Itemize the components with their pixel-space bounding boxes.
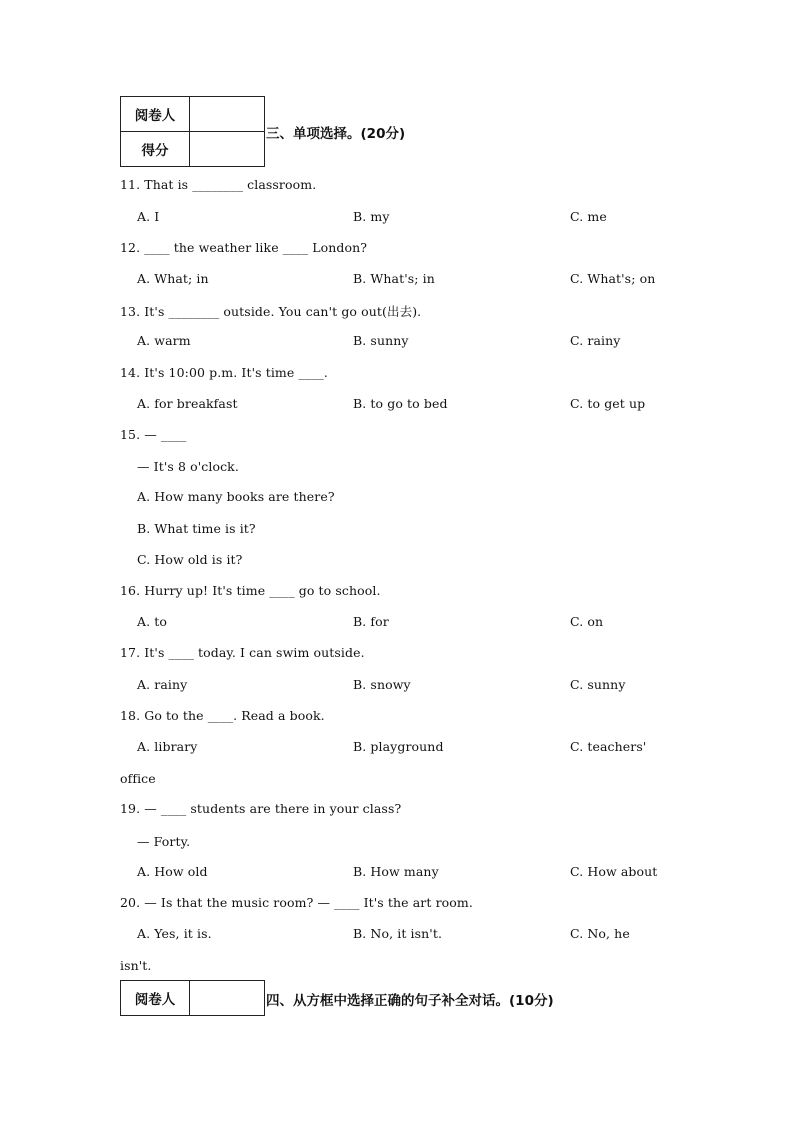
q20-option-c-continuation: isn't. — [120, 958, 152, 973]
q16-option-a: A. to — [137, 614, 168, 629]
question-13: 13. It's ________ outside. You can't go out(出去). — [120, 304, 422, 319]
q19-option-a: A. How old — [137, 864, 208, 879]
q15-option-c: C. How old is it? — [137, 552, 243, 567]
question-15: 15. — ____ — [120, 427, 187, 442]
q18-option-b: B. playground — [353, 739, 444, 754]
q14-option-c: C. to get up — [570, 396, 646, 411]
q20-option-c: C. No, he — [570, 926, 630, 941]
q11-option-b: B. my — [353, 209, 390, 224]
section3-title: 三、单项选择。(20分) — [266, 126, 406, 142]
question-19: 19. — ____ students are there in your class? — [120, 801, 402, 816]
q13-option-b: B. sunny — [353, 333, 409, 348]
q18-option-c: C. teachers' — [570, 739, 647, 754]
q12-option-b: B. What's; in — [353, 271, 435, 286]
q16-option-b: B. for — [353, 614, 389, 629]
question-20: 20. — Is that the music room? — ____ It's the art room. — [120, 895, 473, 910]
q17-option-b: B. snowy — [353, 677, 411, 692]
reviewer-value-cell[interactable] — [190, 97, 265, 132]
grading-table-section3 — [120, 96, 265, 167]
grading-table-section4 — [120, 980, 265, 1016]
q14-option-a: A. for breakfast — [137, 396, 238, 411]
question-11: 11. That is ________ classroom. — [120, 177, 317, 192]
q13-option-a: A. warm — [137, 333, 191, 348]
q20-option-b: B. No, it isn't. — [353, 926, 443, 941]
q18-option-c-continuation: office — [120, 771, 156, 786]
q16-option-c: C. on — [570, 614, 604, 629]
reviewer-label: 阅卷人 — [121, 97, 190, 132]
q14-option-b: B. to go to bed — [353, 396, 448, 411]
q15-option-a: A. How many books are there? — [137, 489, 335, 504]
reviewer-value-cell-section4[interactable] — [190, 981, 265, 1016]
section4-title: 四、从方框中选择正确的句子补全对话。(10分) — [266, 993, 554, 1009]
question-12: 12. ____ the weather like ____ London? — [120, 240, 368, 255]
q15-option-b: B. What time is it? — [137, 521, 256, 536]
q20-option-a: A. Yes, it is. — [137, 926, 212, 941]
q18-option-a: A. library — [137, 739, 198, 754]
question-14: 14. It's 10:00 p.m. It's time ____. — [120, 365, 328, 380]
score-value-cell[interactable] — [190, 132, 265, 167]
q11-option-a: A. I — [137, 209, 160, 224]
q17-option-c: C. sunny — [570, 677, 626, 692]
q15-reply: — It's 8 o'clock. — [137, 459, 239, 474]
score-label: 得分 — [121, 132, 190, 167]
q12-option-c: C. What's; on — [570, 271, 656, 286]
question-16: 16. Hurry up! It's time ____ go to school. — [120, 583, 381, 598]
reviewer-label-section4: 阅卷人 — [121, 981, 190, 1016]
q12-option-a: A. What; in — [137, 271, 209, 286]
q19-option-c: C. How about — [570, 864, 658, 879]
q19-reply: — Forty. — [137, 834, 191, 849]
q11-option-c: C. me — [570, 209, 607, 224]
q13-option-c: C. rainy — [570, 333, 621, 348]
q17-option-a: A. rainy — [137, 677, 188, 692]
question-18: 18. Go to the ____. Read a book. — [120, 708, 325, 723]
question-17: 17. It's ____ today. I can swim outside. — [120, 645, 365, 660]
q19-option-b: B. How many — [353, 864, 439, 879]
